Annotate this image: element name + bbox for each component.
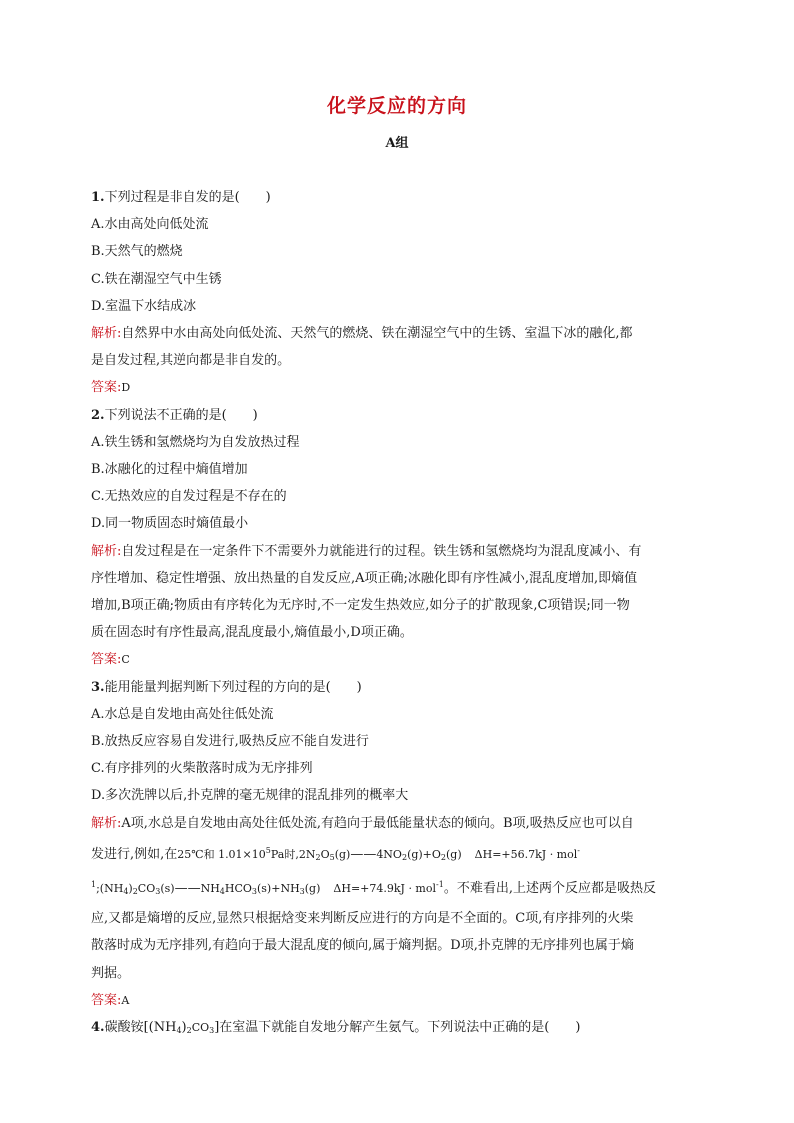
question-text: ]在室温下就能自发地分解产生氨气。下列说法中正确的是( ) xyxy=(214,1020,581,1036)
answer-label: 答案: xyxy=(91,992,122,1008)
section-subtitle: A组 xyxy=(385,136,409,151)
question-stem xyxy=(91,674,703,701)
superscript: 1 xyxy=(91,880,97,890)
option-c: C.有序排列的火柴散落时成为无序排列 xyxy=(91,761,313,777)
analysis-equation-line xyxy=(91,837,703,871)
option-a: A.水总是自发地由高处往低处流 xyxy=(91,706,274,722)
reaction-arrow: —— xyxy=(174,881,201,897)
subscript: 2 xyxy=(315,852,321,862)
answer-label: 答案: xyxy=(91,652,122,668)
analysis-label: 解析: xyxy=(91,543,122,559)
question-number: 1. xyxy=(91,190,105,205)
question-text: 下列过程是非自发的是( ) xyxy=(104,190,271,205)
subscript: 2 xyxy=(401,852,408,862)
document-page xyxy=(91,92,703,1044)
option-d: D.多次洗牌以后,扑克牌的毫无规律的混乱排列的概率大 xyxy=(91,788,409,804)
question-1 xyxy=(91,184,703,402)
analysis-text: 自然界中水由高处向低处流、天然气的燃烧、铁在潮湿空气中的生锈、室温下冰的融化,都 xyxy=(121,326,633,342)
subscript: 2 xyxy=(440,852,447,862)
subscript: 4 xyxy=(123,887,129,897)
superscript: -1 xyxy=(436,880,444,890)
option-b: B.天然气的燃烧 xyxy=(91,244,183,260)
analysis-text: 判据。 xyxy=(91,965,131,981)
analysis-text: 增加,B项正确;物质由有序转化为无序时,不一定发生热效应,如分子的扩散现象,C项错误;同一物 xyxy=(91,598,630,614)
answer xyxy=(91,646,703,673)
formula: 4NO xyxy=(376,847,402,861)
analysis-text: 应,又都是熵增的反应,显然只根据焓变来判断反应进行的方向是不全面的。C项,有序排列的火柴 xyxy=(91,911,634,927)
answer-value: A xyxy=(121,993,130,1007)
formula: (g)+O xyxy=(407,847,441,861)
subscript: 2 xyxy=(132,887,138,897)
formula: (g) xyxy=(334,847,351,861)
question-3 xyxy=(91,674,703,1014)
answer-label: 答案: xyxy=(91,380,122,396)
question-text: 能用能量判据判断下列过程的方向的是( ) xyxy=(104,679,362,695)
superscript: 5 xyxy=(265,845,271,855)
analysis-text: 是自发过程,其逆向都是非自发的。 xyxy=(91,353,291,369)
option-c: C.铁在潮湿空气中生锈 xyxy=(91,271,222,287)
question-number: 3. xyxy=(91,679,105,695)
option-d: D.同一物质固态时熵值最小 xyxy=(91,516,249,532)
analysis-text: 散落时成为无序排列,有趋向于最大混乱度的倾向,属于熵判据。D项,扑克牌的无序排列也属于熵 xyxy=(91,938,634,954)
question-text: 碳酸铵[(NH xyxy=(104,1020,177,1036)
analysis-label: 解析: xyxy=(91,815,122,831)
formula: 2N xyxy=(298,847,316,861)
answer xyxy=(91,987,703,1014)
subscript: 3 xyxy=(299,887,305,897)
formula: O xyxy=(320,847,330,861)
option-a: A.水由高处向低处流 xyxy=(91,217,209,233)
analysis-label: 解析: xyxy=(91,326,122,342)
subscript: 2 xyxy=(186,1026,192,1036)
condition-text: 25℃和 1.01×10 xyxy=(177,847,266,861)
analysis-equation-line xyxy=(91,871,703,905)
question-number: 4. xyxy=(91,1020,105,1036)
question-number: 2. xyxy=(91,407,105,423)
question-text: 下列说法不正确的是( ) xyxy=(104,407,258,423)
formula: CO xyxy=(191,1021,210,1035)
analysis-text: A项,水总是自发地由高处往低处流,有趋向于最低能量状态的倾向。B项,吸热反应也可以自 xyxy=(121,815,634,831)
option-b: B.放热反应容易自发进行,吸热反应不能自发进行 xyxy=(91,734,369,750)
formula: (s)+NH xyxy=(257,882,300,896)
formula: CO xyxy=(137,882,156,896)
answer xyxy=(91,374,703,401)
analysis-text: 发进行,例如,在 xyxy=(91,846,178,862)
reaction-arrow: —— xyxy=(350,846,377,862)
question-stem xyxy=(91,402,703,429)
formula: ;(NH xyxy=(96,882,124,896)
question-stem xyxy=(91,1014,703,1044)
subscript: 3 xyxy=(209,1026,215,1036)
condition-text: Pa时, xyxy=(270,847,299,861)
enthalpy: ΔH=+74.9kJ · mol xyxy=(333,882,437,896)
option-d: D.室温下水结成冰 xyxy=(91,298,197,314)
option-a: A.铁生锈和氢燃烧均为自发放热过程 xyxy=(91,434,300,450)
answer-value: C xyxy=(121,653,130,667)
analysis-text: 序性增加、稳定性增强、放出热量的自发反应,A项正确;冰融化即有序性减小,混乱度增加,即熵值 xyxy=(91,570,638,586)
formula: (s) xyxy=(160,882,175,896)
question-4 xyxy=(91,1014,703,1044)
answer-value: D xyxy=(121,381,131,395)
formula: (g) xyxy=(446,847,462,861)
analysis xyxy=(91,810,703,987)
enthalpy: ΔH=+56.7kJ · mol xyxy=(474,847,578,861)
subscript: 4 xyxy=(176,1026,182,1036)
page-title: 化学反应的方向 xyxy=(326,95,467,117)
option-c: C.无热效应的自发过程是不存在的 xyxy=(91,489,287,505)
formula: HCO xyxy=(224,882,252,896)
formula: (g) xyxy=(304,882,321,896)
analysis-text: 。不难看出,上述两个反应都是吸热反 xyxy=(443,881,656,897)
subscript: 4 xyxy=(219,887,225,897)
superscript: - xyxy=(577,845,580,855)
subscript: 3 xyxy=(251,887,257,897)
question-stem xyxy=(91,184,703,211)
question-text: ) xyxy=(181,1020,187,1036)
formula: NH xyxy=(200,882,220,896)
question-2 xyxy=(91,402,703,674)
formula: ) xyxy=(128,882,133,896)
option-b: B.冰融化的过程中熵值增加 xyxy=(91,462,248,478)
analysis xyxy=(91,320,703,374)
subscript: 5 xyxy=(329,852,335,862)
subscript: 3 xyxy=(155,887,161,897)
analysis xyxy=(91,538,703,647)
analysis-text: 自发过程是在一定条件下不需要外力就能进行的过程。铁生锈和氢燃烧均为混乱度减小、有 xyxy=(121,543,642,559)
analysis-text: 质在固态时有序性最高,混乱度最小,熵值最小,D项正确。 xyxy=(91,625,413,641)
